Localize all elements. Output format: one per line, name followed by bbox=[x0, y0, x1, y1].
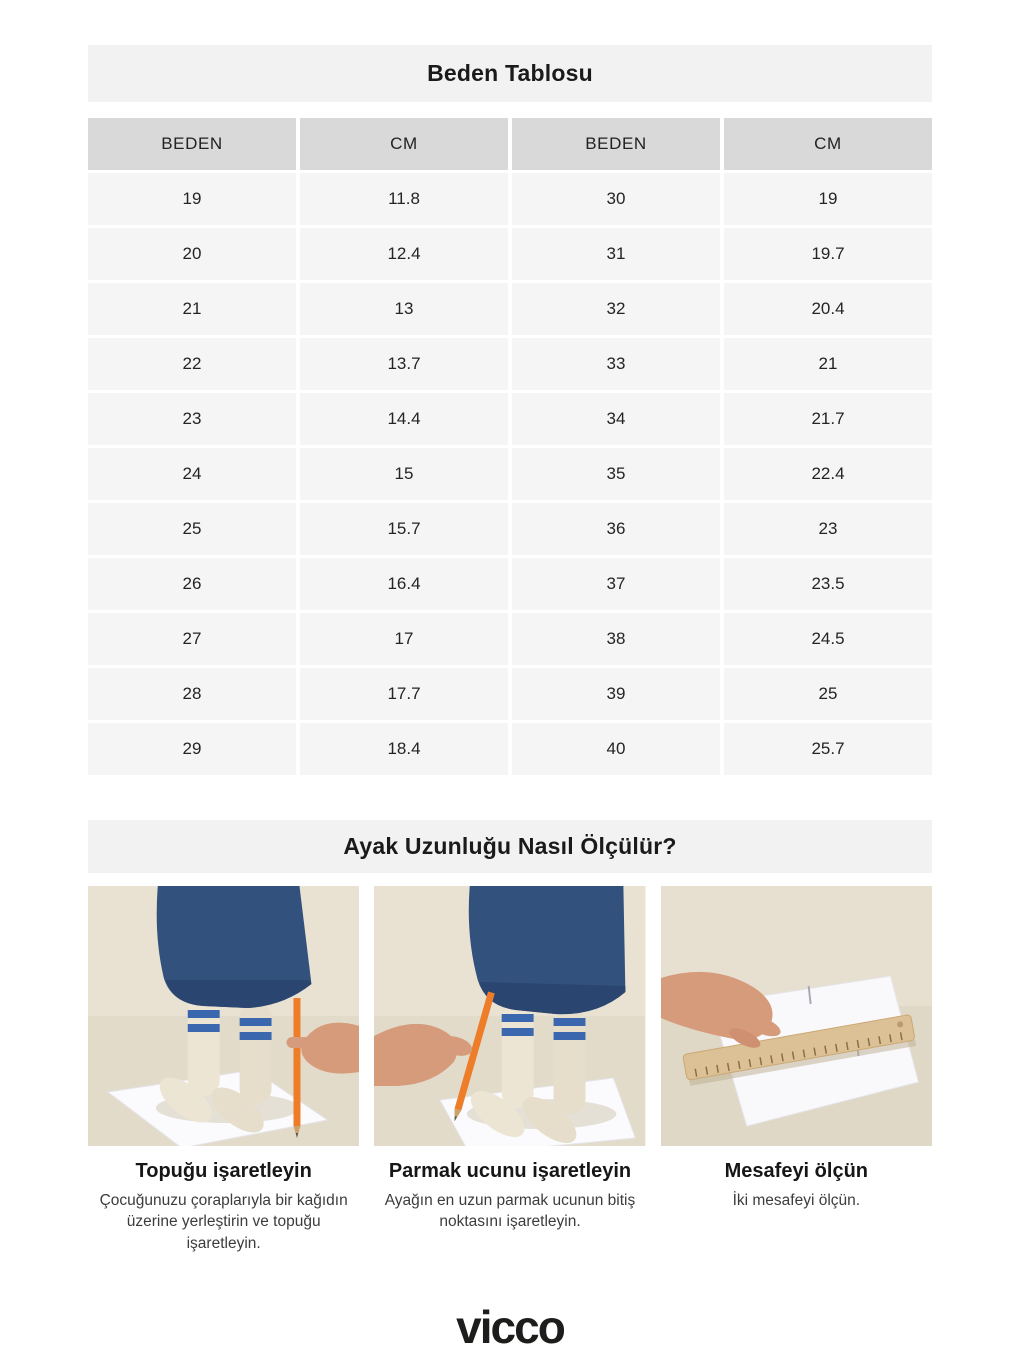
size-cell: 39 bbox=[512, 668, 720, 720]
size-cell: 38 bbox=[512, 613, 720, 665]
step-measure-distance bbox=[661, 886, 932, 1254]
size-cell: 31 bbox=[512, 228, 720, 280]
size-cell: 26 bbox=[88, 558, 296, 610]
size-table-title-bar bbox=[88, 45, 932, 102]
measure-distance-illustration bbox=[661, 886, 932, 1146]
size-cell: 12.4 bbox=[300, 228, 508, 280]
size-cell: 13.7 bbox=[300, 338, 508, 390]
step-mark-heel bbox=[88, 886, 359, 1254]
measure-title: Ayak Uzunluğu Nasıl Ölçülür? bbox=[343, 833, 677, 859]
size-cell: 16.4 bbox=[300, 558, 508, 610]
size-cell: 23 bbox=[724, 503, 932, 555]
size-cell: 28 bbox=[88, 668, 296, 720]
size-cell: 18.4 bbox=[300, 723, 508, 775]
size-cell: 36 bbox=[512, 503, 720, 555]
size-cell: 25 bbox=[724, 668, 932, 720]
size-cell: 22.4 bbox=[724, 448, 932, 500]
step-mark-toe bbox=[374, 886, 645, 1254]
size-cell: 19 bbox=[88, 173, 296, 225]
size-cell: 17.7 bbox=[300, 668, 508, 720]
size-cell: 29 bbox=[88, 723, 296, 775]
measure-steps bbox=[88, 886, 932, 1254]
size-cell: 23 bbox=[88, 393, 296, 445]
size-table bbox=[88, 118, 932, 775]
size-cell: 19.7 bbox=[724, 228, 932, 280]
size-cell: 30 bbox=[512, 173, 720, 225]
size-cell: 34 bbox=[512, 393, 720, 445]
mark-heel-photo bbox=[88, 886, 359, 1146]
step-heading: Parmak ucunu işaretleyin bbox=[388, 1160, 632, 1182]
size-cell: 14.4 bbox=[300, 393, 508, 445]
size-cell: 37 bbox=[512, 558, 720, 610]
step-description: Çocuğunuzu çoraplarıyla bir kağıdın üzerine yerleştirin ve topuğu işaretleyin. bbox=[99, 1192, 348, 1252]
column-header: CM bbox=[300, 118, 508, 170]
step-heading: Mesafeyi ölçün bbox=[724, 1160, 869, 1182]
size-guide-page bbox=[88, 0, 932, 1360]
footer bbox=[88, 1302, 932, 1360]
column-header: BEDEN bbox=[512, 118, 720, 170]
column-header: CM bbox=[724, 118, 932, 170]
size-cell: 24.5 bbox=[724, 613, 932, 665]
size-cell: 21 bbox=[88, 283, 296, 335]
size-table-title: Beden Tablosu bbox=[427, 60, 593, 86]
mark-heel-illustration bbox=[88, 886, 359, 1146]
measure-title-bar bbox=[88, 820, 932, 873]
size-cell: 15 bbox=[300, 448, 508, 500]
measure-distance-photo bbox=[661, 886, 932, 1146]
step-heading: Topuğu işaretleyin bbox=[135, 1160, 312, 1182]
size-cell: 33 bbox=[512, 338, 720, 390]
step-description: İki mesafeyi ölçün. bbox=[732, 1192, 861, 1209]
size-cell: 21.7 bbox=[724, 393, 932, 445]
size-cell: 20.4 bbox=[724, 283, 932, 335]
size-cell: 24 bbox=[88, 448, 296, 500]
size-cell: 23.5 bbox=[724, 558, 932, 610]
size-cell: 20 bbox=[88, 228, 296, 280]
size-cell: 21 bbox=[724, 338, 932, 390]
size-cell: 13 bbox=[300, 283, 508, 335]
size-cell: 11.8 bbox=[300, 173, 508, 225]
size-cell: 22 bbox=[88, 338, 296, 390]
size-cell: 35 bbox=[512, 448, 720, 500]
size-cell: 25 bbox=[88, 503, 296, 555]
size-cell: 32 bbox=[512, 283, 720, 335]
size-cell: 17 bbox=[300, 613, 508, 665]
size-cell: 40 bbox=[512, 723, 720, 775]
step-description: Ayağın en uzun parmak ucunun bitiş noktasını işaretleyin. bbox=[384, 1192, 636, 1231]
column-header: BEDEN bbox=[88, 118, 296, 170]
mark-toe-photo bbox=[374, 886, 645, 1146]
size-cell: 15.7 bbox=[300, 503, 508, 555]
size-cell: 25.7 bbox=[724, 723, 932, 775]
size-cell: 19 bbox=[724, 173, 932, 225]
mark-toe-illustration bbox=[374, 886, 645, 1146]
vicco-logo: vicco bbox=[456, 1301, 564, 1354]
size-cell: 27 bbox=[88, 613, 296, 665]
